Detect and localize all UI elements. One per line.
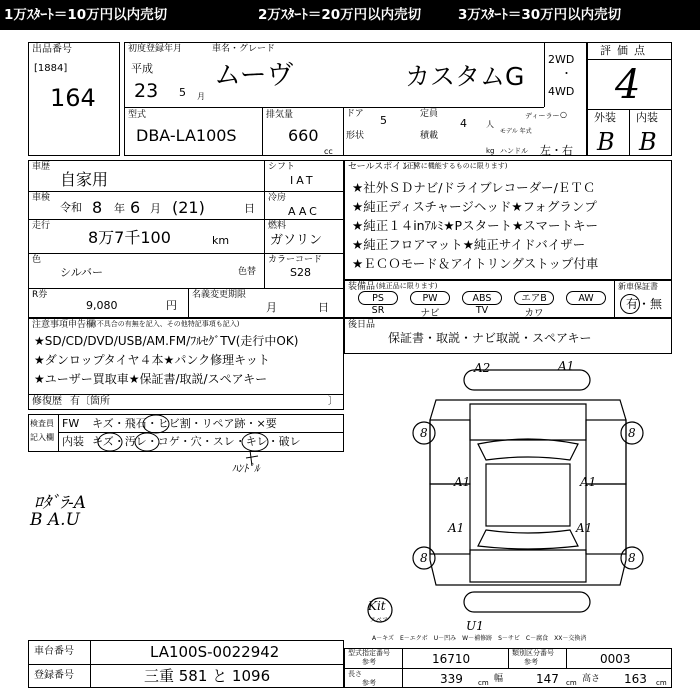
sales-point-line: ★社外ＳＤナビ/ドライブレコーダー/ＥＴＣ [352,180,596,195]
interior-grade: B [639,128,657,156]
banner-tier-3: 3万ｽﾀｰﾄ＝30万円以内売切 [458,7,622,23]
mark-right-front: A1 [580,475,597,489]
mark-front-bumper: A2 [474,361,491,375]
height-label: 高さ [582,674,601,684]
kg-label: kg [486,147,495,155]
inspector-label-2: 記入欄 [30,433,54,442]
length-unit: cm [478,679,489,687]
handwritten-line1: ﾛﾀﾞﾗ-A [34,493,87,513]
car-grade: カスタムG [405,62,525,91]
warranty-value: 有・無 [626,297,663,311]
recycle-value: 9,080 [86,299,118,312]
note-line: ★ユーザー買取車★保証書/取説/スペアキー [34,372,268,386]
lot-code: [1884] [34,63,68,74]
handle-value: 左・右 [540,144,573,157]
car-damage-diagram [368,359,660,633]
rating-score: 4 [615,62,641,108]
inspector-row2: キズ・汚レ・コゲ・穴・スレ・キレ・破レ [92,435,301,448]
first-reg-year: 23 [134,80,159,102]
drive-dot: ・ [561,67,572,80]
repair-value: 有〔箇所 [70,396,110,407]
inspector-row2-label: 内装 [62,435,84,448]
class-code-label: 類別区分番号 [512,649,554,657]
interior-label: 内装 [636,111,658,124]
exterior-grade: B [597,128,615,156]
dealer-label: ディーラー [525,112,560,120]
repair-label: 修復歴 [32,396,62,407]
mark-kit: Kit [368,599,386,613]
inspector-circles [100,412,300,457]
inspector-row1: キズ・飛石・ヒビ割・リペア跡・×要 [92,417,277,430]
class-code-sub: 参考 [524,658,538,666]
class-code-value: 0003 [600,652,631,666]
price-banner [0,0,700,30]
equipment-item-sub: ナビ [420,308,440,319]
displacement-value: 660 [288,126,319,145]
inspection-day: (21) [172,198,205,217]
doors-value: 5 [380,114,387,127]
dims-ref: 参考 [362,679,376,687]
car-name: ムーヴ [214,60,294,91]
width-unit: cm [566,679,577,687]
mark-wheel-rl: 8 [420,551,428,565]
warranty-circle [620,294,640,314]
fuel-label: 燃料 [268,221,287,231]
equipment-item: ABS [462,291,502,305]
repair-end: 〕 [328,396,338,407]
sales-point-line: ★純正１４inｱﾙﾐ★Pスタート★スマートキー [352,218,599,233]
model-value: DBA-LA100S [136,126,237,145]
recycle-unit: 円 [166,299,177,312]
equipment-item: PS [358,291,398,305]
name-change-day: 日 [318,301,329,314]
mark-left-rear: A1 [448,521,465,535]
drive-4wd: 4WD [548,85,575,98]
sales-point-line: ★ＥＣＯモード＆アイトリングストップ付車 [352,256,599,271]
ac-label: 冷房 [268,193,287,203]
chassis-value: LA100S-0022942 [150,643,280,661]
equipment-sub: (純正品に限ります) [376,282,438,290]
car-name-label: 車名・グレード [212,44,276,54]
sales-sub: (正常に機能するものに限ります) [404,162,508,170]
height-unit: cm [656,679,667,687]
mileage-unit: km [212,234,230,247]
sales-label: セールスポイント [348,162,420,172]
color-code-label: カラーコード [268,255,323,265]
color-code: S28 [290,266,311,279]
rating-label: 評価点 [600,44,651,57]
equipment-item-sub: TV [475,305,489,316]
mark-front-right: A1 [558,359,575,373]
first-reg-month-unit: 月 [197,92,205,101]
notes-label: 注意事項申告欄 [32,320,96,330]
equipment-item: エアB [514,291,554,305]
drive-2wd: 2WD [548,53,575,66]
shift-value: IAT [290,174,316,187]
banner-tier-2: 2万ｽﾀｰﾄ＝20万円以内売切 [258,7,422,23]
notes-sub: (不具合の有無を記入、その他特記事項も記入) [94,320,240,328]
load-label: 積載 [420,131,439,141]
inspection-month: 6 [130,198,141,217]
inspection-year: 8 [92,198,103,217]
warranty-label: 新車保証書 [618,282,658,291]
exterior-label: 外装 [594,111,616,124]
first-reg-month: 5 [179,86,186,99]
equipment-item-sub: SR [371,305,385,316]
handle-dealer-mark: ○ [560,110,567,119]
mileage-value: 8万7千100 [88,228,171,247]
width-value: 147 [536,672,559,686]
shift-label: シフト [268,162,296,172]
lot-number: 164 [50,84,96,112]
ac-value: AAC [288,205,320,218]
inspection-month-unit: 月 [150,202,161,215]
color-label: 色 [32,255,42,265]
mileage-label: 走行 [32,221,51,231]
mark-wheel-fl: 8 [420,426,428,440]
mark-wheel-rr: 8 [628,551,636,565]
inspector-row1-label: FW [62,417,80,430]
history-label: 車歴 [32,162,51,172]
mark-right-rear: A1 [576,521,593,535]
sales-point-line: ★純正フロアマット★純正サイドバイザー [352,237,586,252]
first-reg-label: 初度登録年月 [128,44,183,54]
first-reg-era: 平成 [131,62,153,75]
inspection-year-unit: 年 [114,202,125,215]
banner-tier-1: 1万ｽﾀｰﾄ＝10万円以内売切 [4,7,168,23]
color-value: シルバー [60,266,103,279]
equipment-item: PW [410,291,450,305]
lot-label: 出品番号 [32,44,72,55]
after-items-value: 保証書・取説・ナビ取説・スペアキー [388,331,592,345]
after-items-label: 後日品 [348,320,376,330]
chassis-label: 車台番号 [34,646,74,657]
note-line: ★ダンロップタイヤ４本★パンク修理キット [34,353,270,367]
handwritten-line2: B A.U [30,510,80,530]
note-line: ★SD/CD/DVD/USB/AM.FM/ﾌﾙｾｸﾞTV(走行中OK) [34,334,299,348]
capacity-unit: 人 [486,120,494,129]
fuel-value: ガソリン [270,233,323,248]
sales-point-line: ★純正ディスチャージヘッド★フォグランプ [352,199,597,214]
model-spec-sub: 参考 [362,658,376,666]
spare-label: スペア [370,617,389,624]
inspection-era: 令和 [60,201,82,214]
name-change-month: 月 [266,301,277,314]
equipment-item-sub: カワ [524,308,544,319]
color-change-label: 色替 [238,267,257,277]
displacement-unit: cc [324,147,333,156]
shape-label: 形状 [346,131,365,141]
recycle-label: R券 [32,290,48,300]
model-spec-value: 16710 [432,652,471,666]
inspection-day-unit: 日 [244,202,255,215]
inspector-label-1: 検査員 [30,419,54,428]
capacity-label: 定員 [420,109,439,119]
doors-label: ドア [346,109,364,119]
registration-label: 登録番号 [34,670,74,681]
equipment-item: AW [566,291,606,305]
inspection-label: 車検 [32,193,51,203]
handwritten-handle: ﾊﾝﾄﾞﾙ [232,462,260,475]
model-spec-label: 型式指定番号 [348,649,390,657]
mark-rear-bumper: U1 [466,619,484,633]
model-label: 型式 [128,110,147,120]
capacity-value: 4 [460,117,467,130]
registration-value: 三重 581 と 1096 [144,667,271,685]
mark-wheel-fr: 8 [628,426,636,440]
handle-label: ハンドル [500,147,528,155]
height-value: 163 [624,672,647,686]
displacement-label: 排気量 [266,110,294,120]
length-value: 339 [440,672,463,686]
width-label: 幅 [494,674,504,684]
history-value: 自家用 [60,170,109,189]
mark-left-front: A1 [454,475,471,489]
damage-legend: A－キズ E－エクボ U－凹み W－補修跡 S－サビ C－腐食 XX－交換済 [372,635,587,642]
model-year-label: モデル 年式 [500,128,532,135]
length-label: 長さ [348,670,362,678]
name-change-label: 名義変更期限 [192,290,247,300]
equipment-label: 装備品 [348,282,376,292]
